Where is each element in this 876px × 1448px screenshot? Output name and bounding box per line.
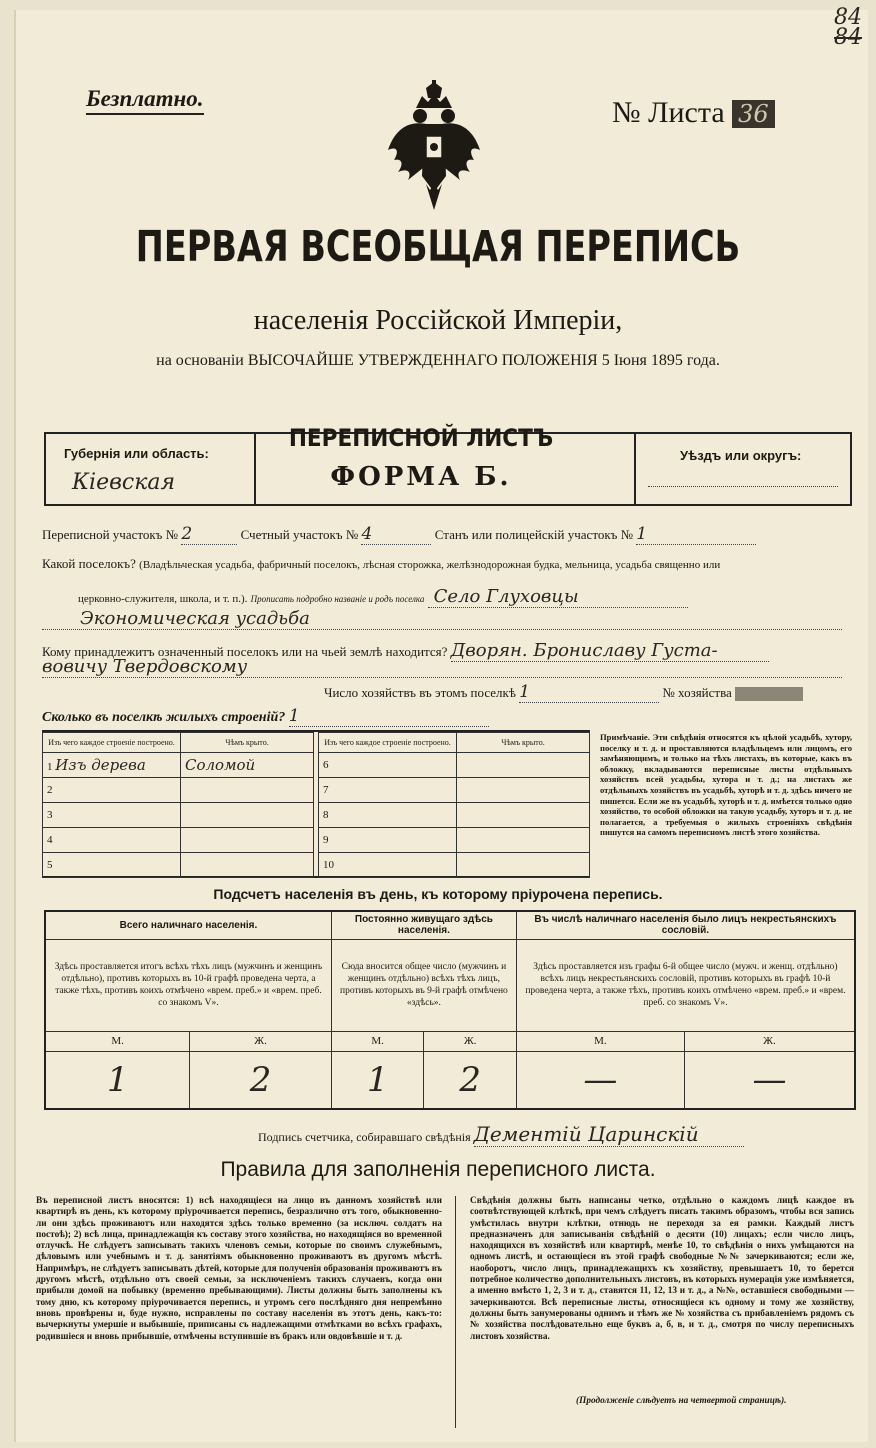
col-material: Изъ чего каждое строеніе построено. (43, 733, 181, 753)
buildings-row (42, 706, 489, 727)
settlement-value-1: Село Глуховцы (428, 586, 688, 608)
table-row: 3 (43, 803, 314, 828)
owner-question: Кому принадлежитъ означенный поселокъ или на чьей землѣ находится? (42, 644, 448, 659)
imperial-eagle-emblem-icon (386, 80, 482, 214)
signature-value: Дементій Царинскій (474, 1122, 744, 1147)
household-no-value (735, 687, 803, 701)
province-label: Губернія или область: (64, 446, 209, 461)
buildings-note: Примѣчаніе. Эти свѣдѣнія относятся къ цѣлой усадьбѣ, хутору, поселку и т. д. и проставляются владѣльцемъ или лицомъ, его замѣняющимъ, и только на тѣхъ листахъ, въ которые, какъ въ обложку, вкладываются переписные листы отдѣльныхъ хозяйствъ всей усадьбы, хутора и т. д.; на листахъ же отдѣльныхъ хозяйствъ въ усадьбѣ, хуторѣ и т. д. здѣсь ничего не пишется. Если же въ усадьбѣ, хуторѣ и т. д. имѣется только одно хозяйство, то особой обложки на такую усадьбу, хуторъ и т. д. не полагается, а требуемыя о жилыхъ строеніяхъ свѣдѣнія пишутся на самомъ переписномъ листѣ этого хозяйства. (600, 732, 852, 838)
owner-value-2: вовичу Твердовскому (42, 656, 842, 678)
counting-section-label: Счетный участокъ № (240, 527, 359, 542)
district-label: Уѣздъ или округъ: (680, 448, 802, 463)
form-subtitle: ФОРМА Б. (330, 462, 512, 492)
table-row: 1 Изъ дерева Соломой (43, 753, 314, 778)
household-no-label: № хозяйства (662, 685, 732, 700)
male-header: М. (45, 1031, 190, 1051)
sheet-number-value: 36 (732, 100, 775, 128)
settlement-value-row-2 (42, 608, 842, 630)
settlement-value-row (78, 586, 688, 608)
rules-right-column: Свѣдѣнія должны быть написаны четко, отдѣльно о каждомъ лицѣ каждое въ соотвѣтствующей клѣткѣ, при чемъ слѣдуетъ писать такимъ образомъ, чтобы вся запись умѣстилась внутри клѣтки, отнюдь не переходя за ея рамки. Каждый листъ предназначенъ для записыванія свѣдѣній о десяти (10) лицахъ; если число лицъ, находящихся въ хозяйствѣ или квартирѣ, менѣе 10, то свѣдѣнія о нихъ умѣщаются на одномъ листѣ, и остающіеся въ этой графѣ свободные №№ зачеркиваются; если же, наоборотъ, число лицъ, принадлежащихъ къ хозяйству, превышаетъ 10, то берется потребное количество дополнительныхъ листовъ, въ которыхъ нумерація уже измѣняется, а именно вмѣсто 1, 2, 3 и т. д., ставятся 11, 12, 13 и т. д., а №№, оставшіеся свободными — зачеркиваются. Всѣ переписные листы, относящіеся къ одному и тому же хозяйству, должны быть занумерованы однимъ и тѣмъ же № хозяйства съ прибавленіемъ рядомъ съ № хозяйства послѣдовательно еще буквъ а, б, в, и т. д., смотря по числу переписныхъ листовъ хозяйства. (470, 1196, 854, 1342)
owner-value-1: Дворян. Брониславу Густа- (451, 640, 769, 662)
free-label: Безплатно. (86, 86, 204, 115)
legal-basis: на основаніи ВЫСОЧАЙШЕ УТВЕРЖДЕННАГО ПОЛОЖЕНІЯ 5 Іюня 1895 года. (156, 352, 720, 369)
census-section-value: 2 (181, 524, 237, 545)
header-non-peasant: Въ числѣ наличнаго населенія было лицъ некрестьянскихъ сословій. (516, 911, 855, 939)
camp-label: Станъ или полицейскій участокъ № (434, 527, 634, 542)
district-value-line (648, 486, 838, 487)
settlement-hint-3: Прописать подробно названіе и родъ поселка (250, 594, 425, 604)
desc-non-peasant: Здѣсь проставляется изъ графы 6-й общее число (мужч. и женщ. отдѣльно) всѣхъ лицъ некрестьянскихъ сословій, противъ которыхъ въ графѣ 10-й проведена черта, а также тѣхъ, противъ коихъ отмѣчено «врем. преб.» и «врем. преб. со знакомъ V». (516, 939, 855, 1031)
settlement-question: Какой поселокъ? (42, 556, 136, 571)
male-header: М. (331, 1031, 423, 1051)
female-header: Ж. (424, 1031, 516, 1051)
col-roof-right: Чѣмъ крыто. (457, 733, 590, 753)
table-row: 10 (319, 853, 590, 878)
camp-value: 1 (636, 524, 756, 545)
owner-row-2 (42, 656, 842, 678)
header-permanent: Постоянно живущаго здѣсь населенія. (331, 911, 516, 939)
table-row: 6 (319, 753, 590, 778)
total-female-value: 2 (190, 1051, 332, 1109)
households-label: Число хозяйствъ въ этомъ поселкѣ (324, 685, 516, 700)
sheet-number-label: № Листа (612, 96, 725, 129)
settlement-value-2: Экономическая усадьба (42, 608, 842, 630)
table-row: 9 (319, 828, 590, 853)
total-male-value: 1 (45, 1051, 190, 1109)
signature-label: Подпись счетчика, собиравшаго свѣдѣнія (258, 1130, 471, 1144)
female-header: Ж. (684, 1031, 855, 1051)
rules-continued: (Продолженіе слѣдуетъ на четвертой страницѣ). (576, 1396, 787, 1406)
households-value: 1 (519, 682, 659, 703)
table-row: 5 (43, 853, 314, 878)
form-title: ПЕРЕПИСНОЙ ЛИСТЪ (288, 424, 554, 452)
archive-page-number: 84 84 (834, 5, 862, 50)
non-peasant-male-value: — (516, 1051, 684, 1109)
document-title: ПЕРВАЯ ВСЕОБЩАЯ ПЕРЕПИСЬ (135, 222, 741, 272)
document-subtitle: населенія Россійской Имперіи, (253, 305, 623, 336)
households-row (324, 682, 803, 703)
table-row: 4 (43, 828, 314, 853)
permanent-male-value: 1 (331, 1051, 423, 1109)
rules-divider (455, 1196, 456, 1428)
district-cell (634, 434, 852, 504)
female-header: Ж. (190, 1031, 332, 1051)
sheet-number (612, 96, 775, 130)
buildings-question: Сколько въ поселкѣ жилыхъ строеній? (42, 710, 286, 725)
counting-section-value: 4 (361, 524, 431, 545)
desc-total: Здѣсь проставляется итогъ всѣхъ тѣхъ лицъ (мужчинъ и женщинъ отдѣльно), противъ которыхъ въ 10-й графѣ проведена черта, а также тѣхъ, противъ коихъ отмѣчено «врем. преб.» и «врем. преб. со знакомъ V». (45, 939, 331, 1031)
province-cell (44, 434, 256, 504)
permanent-female-value: 2 (424, 1051, 516, 1109)
desc-permanent: Сюда вносится общее число (мужчинъ и женщинъ отдѣльно) всѣхъ тѣхъ лицъ, противъ которыхъ въ 9-й графѣ отмѣчено «здѣсь». (331, 939, 516, 1031)
settlement-hint-2: церковно-служителя, школа, и т. п.). (78, 593, 248, 605)
settlement-question-row (42, 556, 720, 572)
rules-left-column: Въ переписной листъ вносятся: 1) всѣ находящіеся на лицо въ данномъ хозяйствѣ или квартирѣ въ день, къ которому пріурочивается перепись, безразлично отъ того, обыкновенно-ли они здѣсь проживаютъ или находятся здѣсь только временно (за исключ. солдатъ на постоѣ); 2) всѣ лица, принадлежащія къ составу этого хозяйства, но находящіяся во временной отлучкѣ. Не слѣдуетъ записывать такихъ членовъ семьи, которые по своимъ служебнымъ, дѣловымъ или учебнымъ и т. д. занятіямъ обыкновенно проживаютъ въ другомъ мѣстѣ. Напримѣръ, не слѣдуетъ записывать дѣтей, которые для полученія образованія проживаютъ въ другомъ мѣстѣ, отдѣльно отъ своей семьи, за исключеніемъ такихъ случаевъ, когда они прибыли домой на побывку (временно пребывающими). Листы должны быть заполнены къ тому дню, къ которому пріурочивается перепись, и утромъ сего послѣдняго дня непремѣнно вновь провѣрены и, буде нужно, исправлены по составу населенія въ этотъ день, какъ-то: вычеркнуты умершіе и выбывшіе, приписаны съ надлежащими отмѣтками во всѣхъ графахъ, родившіеся и вновь прибывшіе, отмѣчены вступившіе въ бракъ или овдовѣвшіе и т. д. (36, 1196, 442, 1342)
province-value: Кіевская (72, 470, 176, 495)
population-count-title: Подсчетъ населенія въ день, къ которому пріурочена перепись. (213, 886, 663, 902)
buildings-value: 1 (289, 706, 489, 727)
sections-row (42, 524, 756, 545)
census-section-label: Переписной участокъ № (42, 527, 179, 542)
table-row: 2 (43, 778, 314, 803)
non-peasant-female-value: — (684, 1051, 855, 1109)
settlement-hint-1: (Владѣльческая усадьба, фабричный поселокъ, лѣсная сторожка, желѣзнодорожная будка, мельница, усадьба священно или (139, 559, 721, 571)
table-row: 8 (319, 803, 590, 828)
buildings-table (42, 730, 590, 878)
table-row: 7 (319, 778, 590, 803)
col-material-right: Изъ чего каждое строеніе построено. (319, 733, 457, 753)
header-total: Всего наличнаго населенія. (45, 911, 331, 939)
population-count-table (44, 910, 856, 1110)
col-roof: Чѣмъ крыто. (181, 733, 314, 753)
enumerator-signature-row (258, 1122, 744, 1147)
buildings-table-left (42, 732, 314, 878)
rules-title: Правила для заполненія переписного листа. (220, 1158, 656, 1181)
male-header: М. (516, 1031, 684, 1051)
buildings-table-right (318, 732, 590, 878)
